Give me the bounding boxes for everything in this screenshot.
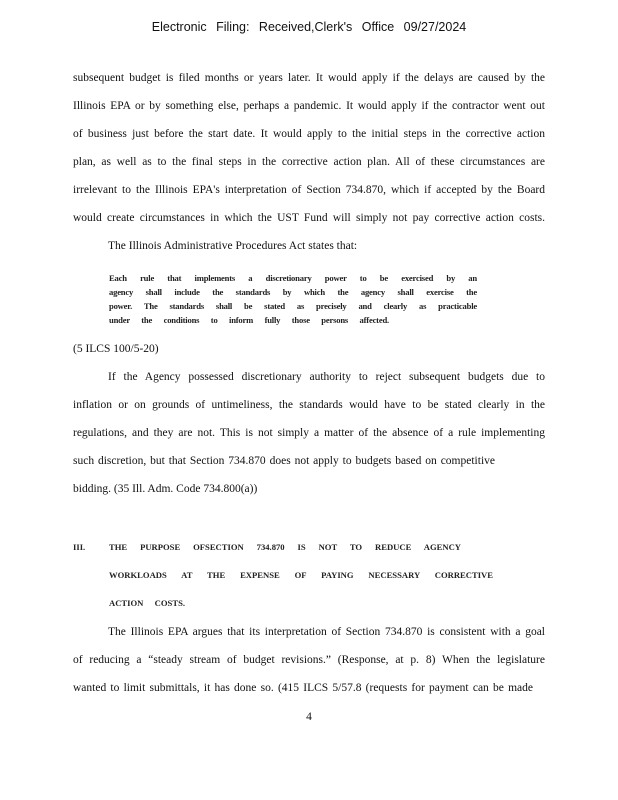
paragraph-line: subsequent budget is filed months or years later. It would apply if the delays are caused by the	[73, 72, 545, 84]
section-heading-line: WORKLOADS AT THE EXPENSE OF PAYING NECESSARY CORRECTIVE	[109, 570, 493, 580]
quote-line: power. The standards shall be stated as precisely and clearly as practicable	[109, 301, 477, 311]
paragraph-line: would create circumstances in which the UST Fund will simply not pay corrective action costs.	[73, 212, 545, 224]
section-heading-line: ACTION COSTS.	[109, 598, 185, 608]
quote-line: under the conditions to inform fully those persons affected.	[109, 315, 389, 325]
paragraph-line: of reducing a “steady stream of budget revisions.” (Response, at p. 8) When the legislature	[73, 654, 545, 666]
paragraph-line: plan, as well as to the final steps in the corrective action plan. All of these circumstances are	[73, 156, 545, 168]
paragraph-line: Illinois EPA or by something else, perhaps a pandemic. It would apply if the contractor went out	[73, 100, 545, 112]
paragraph-line: The Illinois EPA argues that its interpretation of Section 734.870 is consistent with a goal	[108, 626, 545, 638]
section-number: III.	[73, 542, 86, 552]
paragraph-line: irrelevant to the Illinois EPA's interpretation of Section 734.870, which if accepted by the Board	[73, 184, 545, 196]
paragraph-line: wanted to limit submittals, it has done so. (415 ILCS 5/57.8 (requests for payment can be made	[73, 682, 533, 694]
section-heading-line: THE PURPOSE OFSECTION 734.870 IS NOT TO REDUCE AGENCY	[109, 542, 461, 552]
paragraph-2-line: The Illinois Administrative Procedures Act states that:	[108, 240, 358, 252]
quote-line: agency shall include the standards by which the agency shall exercise the	[109, 287, 477, 297]
paragraph-line: bidding. (35 Ill. Adm. Code 734.800(a))	[73, 483, 258, 495]
statute-citation: (5 ILCS 100/5-20)	[73, 343, 159, 355]
paragraph-line: inflation or on grounds of untimeliness, the standards would have to be stated clearly in the	[73, 399, 545, 411]
quote-line: Each rule that implements a discretionary power to be exercised by an	[109, 273, 477, 283]
paragraph-line: If the Agency possessed discretionary authority to reject subsequent budgets due to	[108, 371, 545, 383]
paragraph-line: such discretion, but that Section 734.870 does not apply to budgets based on competitive	[73, 455, 495, 467]
electronic-filing-header: Electronic Filing: Received,Clerk's Office 09/27/2024	[151, 20, 467, 34]
paragraph-line: of business just before the start date. It would apply to the initial steps in the corrective action	[73, 128, 545, 140]
page-number: 4	[306, 711, 312, 723]
paragraph-line: regulations, and they are not. This is not simply a matter of the absence of a rule implementing	[73, 427, 545, 439]
